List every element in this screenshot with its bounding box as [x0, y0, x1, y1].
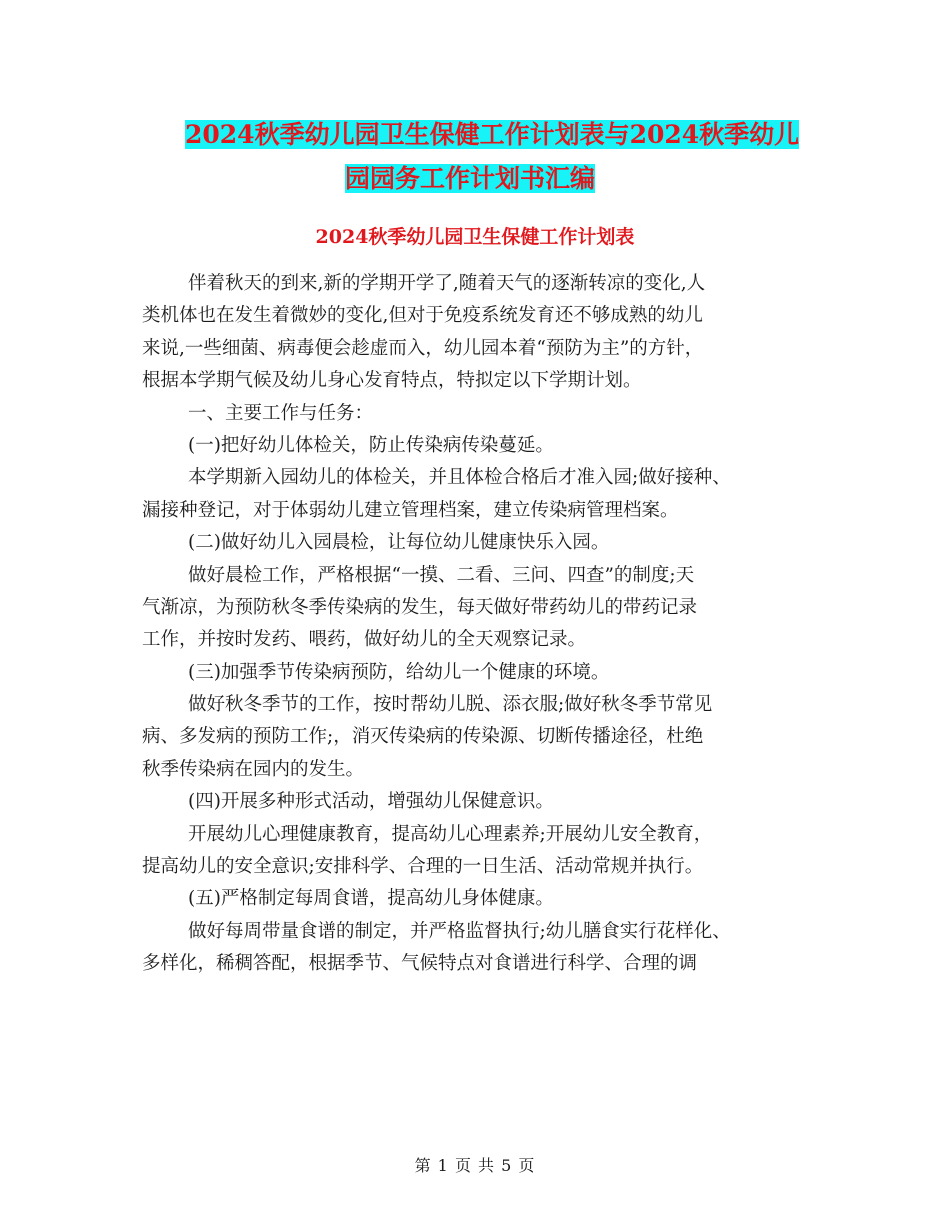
body-line: 做好晨检工作，严格根据“一摸、二看、三问、四查”的制度;天: [188, 564, 695, 586]
body-line: 一、主要工作与任务：: [188, 402, 374, 424]
body-line: (一)把好幼儿体检关，防止传染病传染蔓延。: [188, 434, 554, 456]
body-line: 本学期新入园幼儿的体检关，并且体检合格后才准入园;做好接种、: [188, 467, 731, 489]
body-line: 多样化，稀稠答配，根据季节、气候特点对食谱进行科学、合理的调: [142, 953, 698, 975]
body-line: 根据本学期气候及幼儿身心发育特点，特拟定以下学期计划。: [142, 370, 642, 392]
body-line: 开展幼儿心理健康教育，提高幼儿心理素养;开展幼儿安全教育，: [188, 823, 713, 845]
document-title: [185, 113, 810, 201]
body-line: 工作，并按时发药、喂药，做好幼儿的全天观察记录。: [142, 629, 587, 651]
page-footer: 第 1 页 共 5 页: [414, 1156, 536, 1175]
body-line: 来说,一些细菌、病毒便会趁虚而入，幼儿园本着“预防为主”的方针，: [142, 337, 704, 359]
body-line: (四)开展多种形式活动，增强幼儿保健意识。: [188, 791, 554, 813]
title-line-1: 2024秋季幼儿园卫生保健工作计划表与2024秋季幼儿: [185, 120, 800, 149]
body-text: [142, 268, 822, 981]
body-line: 漏接种登记，对于体弱幼儿建立管理档案，建立传染病管理档案。: [142, 499, 679, 521]
body-line: 类机体也在发生着微妙的变化,但对于免疫系统发育还不够成熟的幼儿: [142, 305, 703, 327]
title-line-2: 园园务工作计划书汇编: [345, 164, 596, 193]
body-line: 秋季传染病在园内的发生。: [142, 758, 365, 780]
body-line: 伴着秋天的到来,新的学期开学了,随着天气的逐渐转凉的变化,人: [188, 273, 706, 294]
body-line: 做好秋冬季节的工作，按时帮幼儿脱、添衣服;做好秋冬季节常见: [188, 694, 713, 716]
body-line: 气渐凉，为预防秋冬季传染病的发生，每天做好带药幼儿的带药记录: [142, 596, 698, 618]
body-line: 做好每周带量食谱的制定，并严格监督执行;幼儿膳食实行花样化、: [188, 920, 731, 942]
body-line: 病、多发病的预防工作;，消灭传染病的传染源、切断传播途径，杜绝: [142, 726, 704, 748]
section-subtitle: 2024秋季幼儿园卫生保健工作计划表: [315, 226, 635, 248]
body-line: (五)严格制定每周食谱，提高幼儿身体健康。: [188, 888, 554, 910]
body-line: 提高幼儿的安全意识;安排科学、合理的一日生活、活动常规并执行。: [142, 856, 704, 878]
body-line: (三)加强季节传染病预防，给幼儿一个健康的环境。: [188, 661, 610, 683]
body-line: (二)做好幼儿入园晨检，让每位幼儿健康快乐入园。: [188, 532, 610, 554]
